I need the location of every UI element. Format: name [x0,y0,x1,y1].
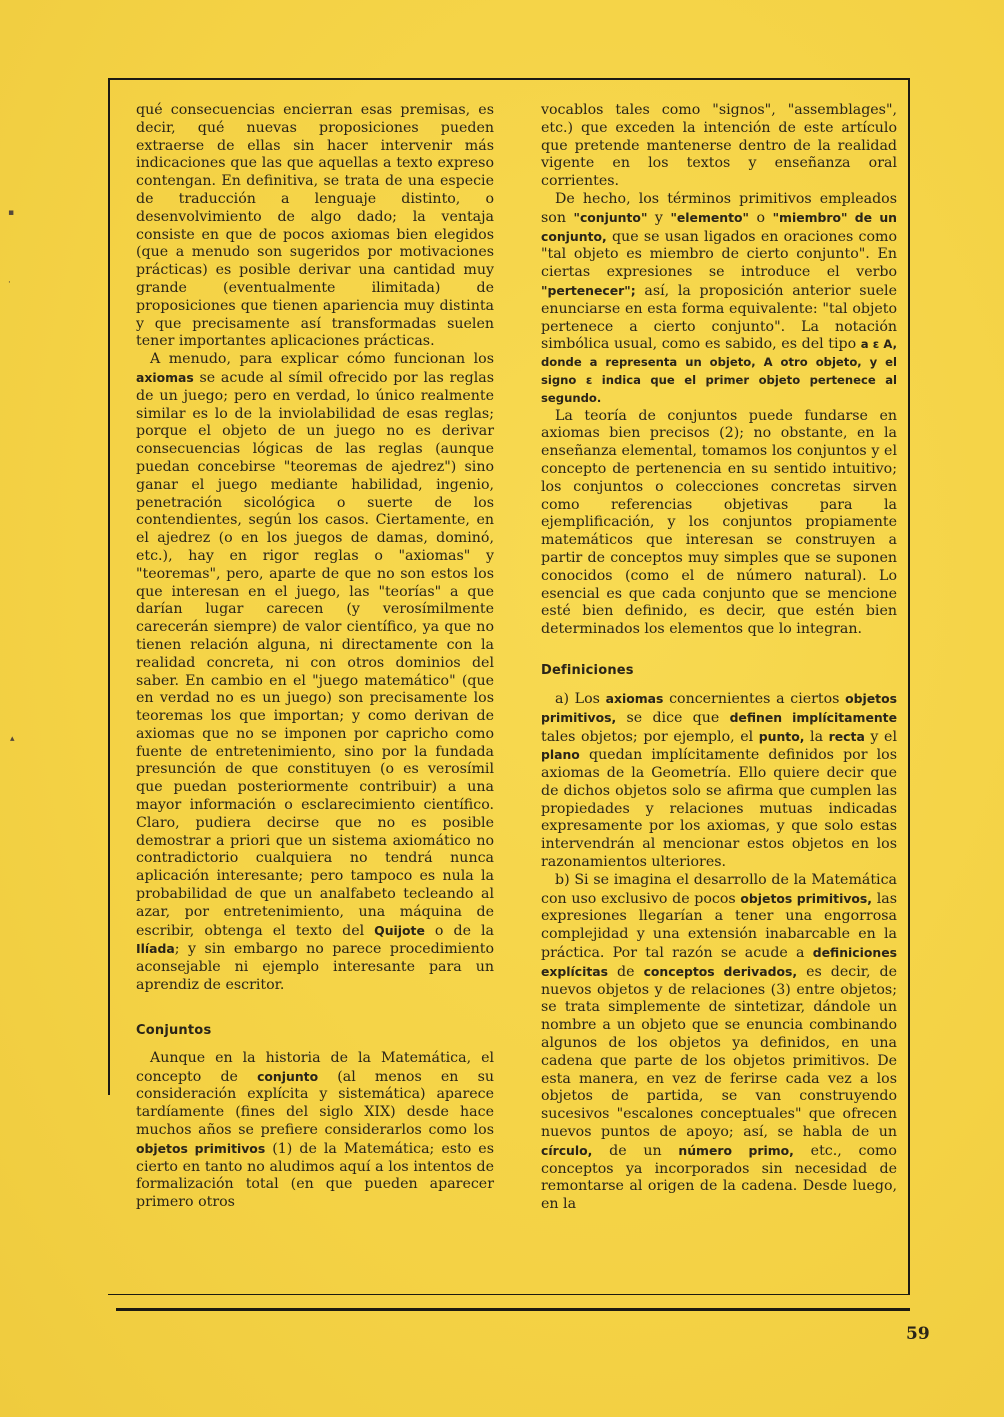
frame-top-rule [108,78,910,80]
right-column [541,102,897,1214]
paragraph: b) Si se imagina el desarrollo de la Matemática con uso exclusivo de pocos objetos primitivos, las expresiones llegarían a tener una engorrosa complejidad y una extensión inabarcable en la práctica. Por tal razón se acude a definiciones explícitas de conceptos derivados, es decir, de nuevos objetos y de relaciones (3) entre objetos; se trata simplemente de sintetizar, dándole un nombre a un objeto que se enuncia combinando algunos de los objetos ya definidos, en una cadena que parte de los objetos primitivos. De esta manera, en vez de ferirse cada vez a los objetos de partida, se van construyendo sucesivos "escalones conceptuales" que ofrecen nuevos puntos de apoyo; así, se habla de un círculo, de un número primo, etc., como conceptos ya incorporados sin necesidad de remontarse al origen de la cadena. Desde luego, en la [541,871,897,1213]
paragraph: a) Los axiomas concernientes a ciertos objetos primitivos, se dice que definen implícitamente tales objetos; por ejemplo, el punto, la recta y el plano quedan implícitamente definidos por los axiomas de la Geometría. Ello quiere decir que de dichos objetos solo se afirma que cumplen las propiedades y relaciones mutuas indicadas expresamente por los axiomas, y que solo estas intervendrán al mencionar estos objetos en los razonamientos ulteriores. [541,690,897,871]
frame-right-rule [908,78,910,1294]
frame-bottom-rule [116,1308,910,1311]
margin-mark: ▪ [8,208,15,218]
paragraph: La teoría de conjuntos puede fundarse en axiomas bien precisos (2); no obstante, en la enseñanza elemental, tomamos los conjuntos y el concepto de pertenencia en su sentido intuitivo; los conjuntos o colecciones concretas sirven como referencias objetivas para la ejemplificación, y los conjuntos propiamente matemáticos que interesan se construyen a partir de conceptos muy simples que se suponen conocidos (como el de número natural). Lo esencial es que cada conjunto que se mencione esté bien definido, es decir, que estén bien determinados los elementos que lo integran. [541,407,897,638]
margin-mark: ▴ [10,734,15,744]
frame-left-rule [108,78,110,1095]
section-heading-definiciones: Definiciones [541,662,634,678]
paragraph: qué consecuencias encierran esas premisas, es decir, qué nuevas proposiciones pueden extraerse de ellas sin hacer intervenir más indicaciones que las que aquellas a texto expreso contengan. En definitiva, se trata de una especie de traducción a lenguaje distinto, o desenvolvimiento de algo dado; la ventaja consiste en que de pocos axiomas bien elegidos (que a menudo son sugeridos por motivaciones prácticas) es posible derivar una cantidad muy grande (eventualmente ilimitada) de proposiciones que tienen apariencia muy distinta y que precisamente así transformadas suelen tener importantes aplicaciones prácticas. [136,102,494,350]
paragraph: Aunque en la historia de la Matemática, el concepto de conjunto (al menos en su consideración explícita y sistemática) aparece tardíamente (fines del siglo XIX) desde hace muchos años se prefiere considerarlos como los objetos primitivos (1) de la Matemática; esto es cierto en tanto no aludimos aquí a los intentos de formalización total (en que pueden aparecer primero otros [136,1049,494,1211]
margin-mark: · [8,278,11,288]
page-number: 59 [906,1324,930,1344]
paragraph: A menudo, para explicar cómo funcionan los axiomas se acude al símil ofrecido por las reglas de un juego; pero en verdad, lo único realmente similar es lo de la inviolabilidad de esas reglas; porque el objeto de un juego no es derivar consecuencias lógicas de las reglas (aunque puedan concebirse "teoremas de ajedrez") sino ganar el juego mediante habilidad, ingenio, penetración sicológica o suerte de los contendientes, según los casos. Ciertamente, en el ajedrez (o en los juegos de damas, dominó, etc.), hay en rigor reglas o "axiomas" y "teoremas", pero, aparte de que no son estos los que interesan en el juego, las "teorías" a que darían lugar carecen (y verosímilmente carecerán siempre) de valor científico, ya que no tienen relación alguna, ni directamente con la realidad concreta, ni con otros dominios del saber. En cambio en el "juego matemático" (que en verdad no es un juego) son precisamente los teoremas los que importan; y como derivan de axiomas que no se imponen por capricho como fuente de entretenimiento, sino por la fundada presunción de que constituyen (o es verosímil que puedan posteriormente contribuir) a una mayor información o esclarecimiento científico. Claro, pudiera decirse que no es posible demostrar a priori que un sistema axiomático no contradictorio cualquiera no tendrá nunca aplicación interesante; pero tampoco es nula la probabilidad de que un analfabeto tecleando al azar, por entretenimiento, una máquina de escribir, obtenga el texto del Quijote o de la Ilíada; y sin embargo no parece procedimiento aconsejable ni ejemplo interesante para un aprendiz de escritor. [136,351,494,994]
section-heading-conjuntos: Conjuntos [136,1022,212,1038]
paragraph: De hecho, los términos primitivos empleados son "conjunto" y "elemento" o "miembro" de un conjunto, que se usan ligados en oraciones como "tal objeto es miembro de cierto conjunto". En ciertas expresiones se introduce el verbo "pertenecer"; así, la proposición anterior suele enunciarse en esta forma equivalente: "tal objeto pertenece a cierto conjunto". La notación simbólica usual, como es sabido, es del tipo a ε A, donde a representa un objeto, A otro objeto, y el signo ε indica que el primer objeto pertenece al segundo. [541,190,898,405]
left-column [136,102,494,1212]
frame-inner-bottom-rule [108,1294,910,1295]
paragraph: vocablos tales como "signos", "assemblages", etc.) que exceden la intención de este artículo que pretende mantenerse dentro de la realidad vigente en los textos y enseñanza oral corrientes. [541,102,897,190]
